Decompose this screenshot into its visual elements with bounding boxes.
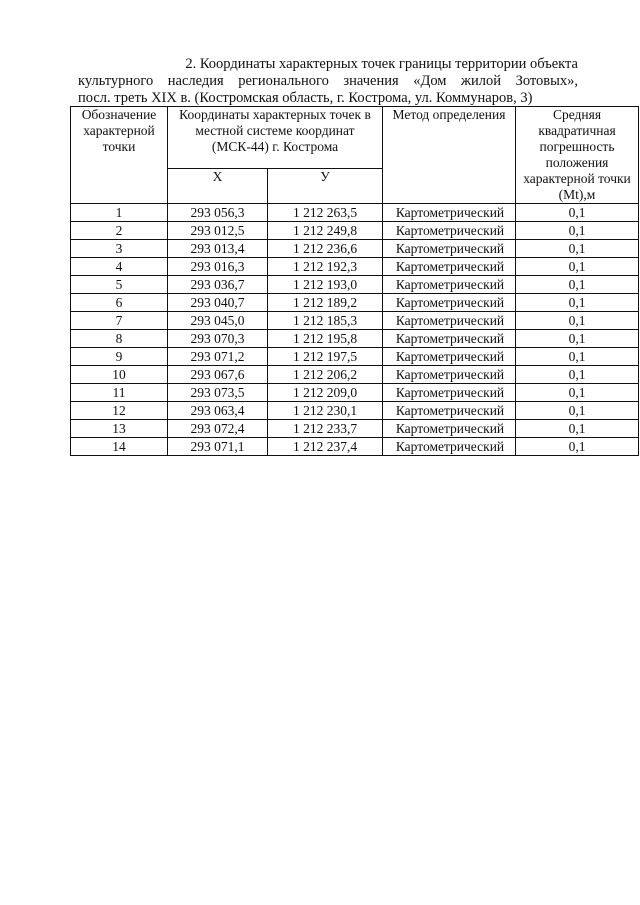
point-number-cell: 2 <box>71 222 168 240</box>
table-row <box>71 438 639 456</box>
error-cell: 0,1 <box>516 330 639 348</box>
header-y-label: У <box>268 169 383 204</box>
y-coordinate-cell: 1 212 230,1 <box>268 402 383 420</box>
table-row <box>71 204 639 222</box>
error-cell: 0,1 <box>516 294 639 312</box>
method-cell: Картометрический <box>383 204 516 222</box>
y-coordinate-cell: 1 212 193,0 <box>268 276 383 294</box>
error-cell: 0,1 <box>516 222 639 240</box>
x-coordinate-cell: 293 067,6 <box>168 366 268 384</box>
x-coordinate-cell: 293 071,1 <box>168 438 268 456</box>
y-coordinate-cell: 1 212 263,5 <box>268 204 383 222</box>
error-cell: 0,1 <box>516 366 639 384</box>
method-cell: Картометрический <box>383 222 516 240</box>
point-number-cell: 13 <box>71 420 168 438</box>
x-coordinate-cell: 293 045,0 <box>168 312 268 330</box>
method-cell: Картометрический <box>383 420 516 438</box>
x-coordinate-cell: 293 016,3 <box>168 258 268 276</box>
header-method-label: Метод определения <box>383 107 516 204</box>
method-cell: Картометрический <box>383 438 516 456</box>
point-number-cell: 1 <box>71 204 168 222</box>
x-coordinate-cell: 293 056,3 <box>168 204 268 222</box>
x-coordinate-cell: 293 036,7 <box>168 276 268 294</box>
error-cell: 0,1 <box>516 438 639 456</box>
table-row <box>71 330 639 348</box>
error-cell: 0,1 <box>516 276 639 294</box>
x-coordinate-cell: 293 071,2 <box>168 348 268 366</box>
table-row <box>71 384 639 402</box>
error-cell: 0,1 <box>516 258 639 276</box>
point-number-cell: 3 <box>71 240 168 258</box>
error-cell: 0,1 <box>516 312 639 330</box>
section-heading <box>78 56 578 107</box>
error-cell: 0,1 <box>516 348 639 366</box>
table-row <box>71 276 639 294</box>
heading-line-1: 2. Координаты характерных точек границы территории объекта <box>185 56 578 72</box>
y-coordinate-cell: 1 212 197,5 <box>268 348 383 366</box>
table-row <box>71 240 639 258</box>
x-coordinate-cell: 293 063,4 <box>168 402 268 420</box>
y-coordinate-cell: 1 212 237,4 <box>268 438 383 456</box>
point-number-cell: 11 <box>71 384 168 402</box>
point-number-cell: 12 <box>71 402 168 420</box>
table-row <box>71 348 639 366</box>
y-coordinate-cell: 1 212 192,3 <box>268 258 383 276</box>
y-coordinate-cell: 1 212 209,0 <box>268 384 383 402</box>
table-row <box>71 258 639 276</box>
method-cell: Картометрический <box>383 366 516 384</box>
point-number-cell: 9 <box>71 348 168 366</box>
x-coordinate-cell: 293 072,4 <box>168 420 268 438</box>
error-cell: 0,1 <box>516 204 639 222</box>
x-coordinate-cell: 293 013,4 <box>168 240 268 258</box>
y-coordinate-cell: 1 212 206,2 <box>268 366 383 384</box>
point-number-cell: 7 <box>71 312 168 330</box>
error-cell: 0,1 <box>516 384 639 402</box>
table-row <box>71 366 639 384</box>
table-row <box>71 312 639 330</box>
y-coordinate-cell: 1 212 249,8 <box>268 222 383 240</box>
header-error-label: Средняя квадратичная погрешность положения характерной точки (Mt),м <box>516 107 639 204</box>
coordinates-table <box>70 106 639 456</box>
table-row <box>71 222 639 240</box>
table-row <box>71 402 639 420</box>
method-cell: Картометрический <box>383 294 516 312</box>
point-number-cell: 5 <box>71 276 168 294</box>
error-cell: 0,1 <box>516 240 639 258</box>
method-cell: Картометрический <box>383 330 516 348</box>
method-cell: Картометрический <box>383 348 516 366</box>
x-coordinate-cell: 293 073,5 <box>168 384 268 402</box>
y-coordinate-cell: 1 212 233,7 <box>268 420 383 438</box>
heading-line-3: посл. треть XIX в. (Костромская область, г. Кострома, ул. Коммунаров, 3) <box>78 90 533 106</box>
point-number-cell: 8 <box>71 330 168 348</box>
method-cell: Картометрический <box>383 402 516 420</box>
method-cell: Картометрический <box>383 258 516 276</box>
x-coordinate-cell: 293 040,7 <box>168 294 268 312</box>
x-coordinate-cell: 293 070,3 <box>168 330 268 348</box>
error-cell: 0,1 <box>516 402 639 420</box>
table-body <box>71 204 639 456</box>
point-number-cell: 6 <box>71 294 168 312</box>
header-x-label: X <box>168 169 268 204</box>
method-cell: Картометрический <box>383 276 516 294</box>
x-coordinate-cell: 293 012,5 <box>168 222 268 240</box>
method-cell: Картометрический <box>383 312 516 330</box>
point-number-cell: 14 <box>71 438 168 456</box>
header-point-label: Обозначение характерной точки <box>71 107 168 204</box>
error-cell: 0,1 <box>516 420 639 438</box>
point-number-cell: 4 <box>71 258 168 276</box>
heading-line-2: культурного наследия регионального значения «Дом жилой Зотовых», <box>78 73 578 89</box>
table-row <box>71 294 639 312</box>
point-number-cell: 10 <box>71 366 168 384</box>
table-row <box>71 420 639 438</box>
method-cell: Картометрический <box>383 240 516 258</box>
y-coordinate-cell: 1 212 189,2 <box>268 294 383 312</box>
header-coords-label: Координаты характерных точек в местной системе координат (МСК-44) г. Кострома <box>168 107 383 169</box>
y-coordinate-cell: 1 212 195,8 <box>268 330 383 348</box>
y-coordinate-cell: 1 212 185,3 <box>268 312 383 330</box>
method-cell: Картометрический <box>383 384 516 402</box>
y-coordinate-cell: 1 212 236,6 <box>268 240 383 258</box>
